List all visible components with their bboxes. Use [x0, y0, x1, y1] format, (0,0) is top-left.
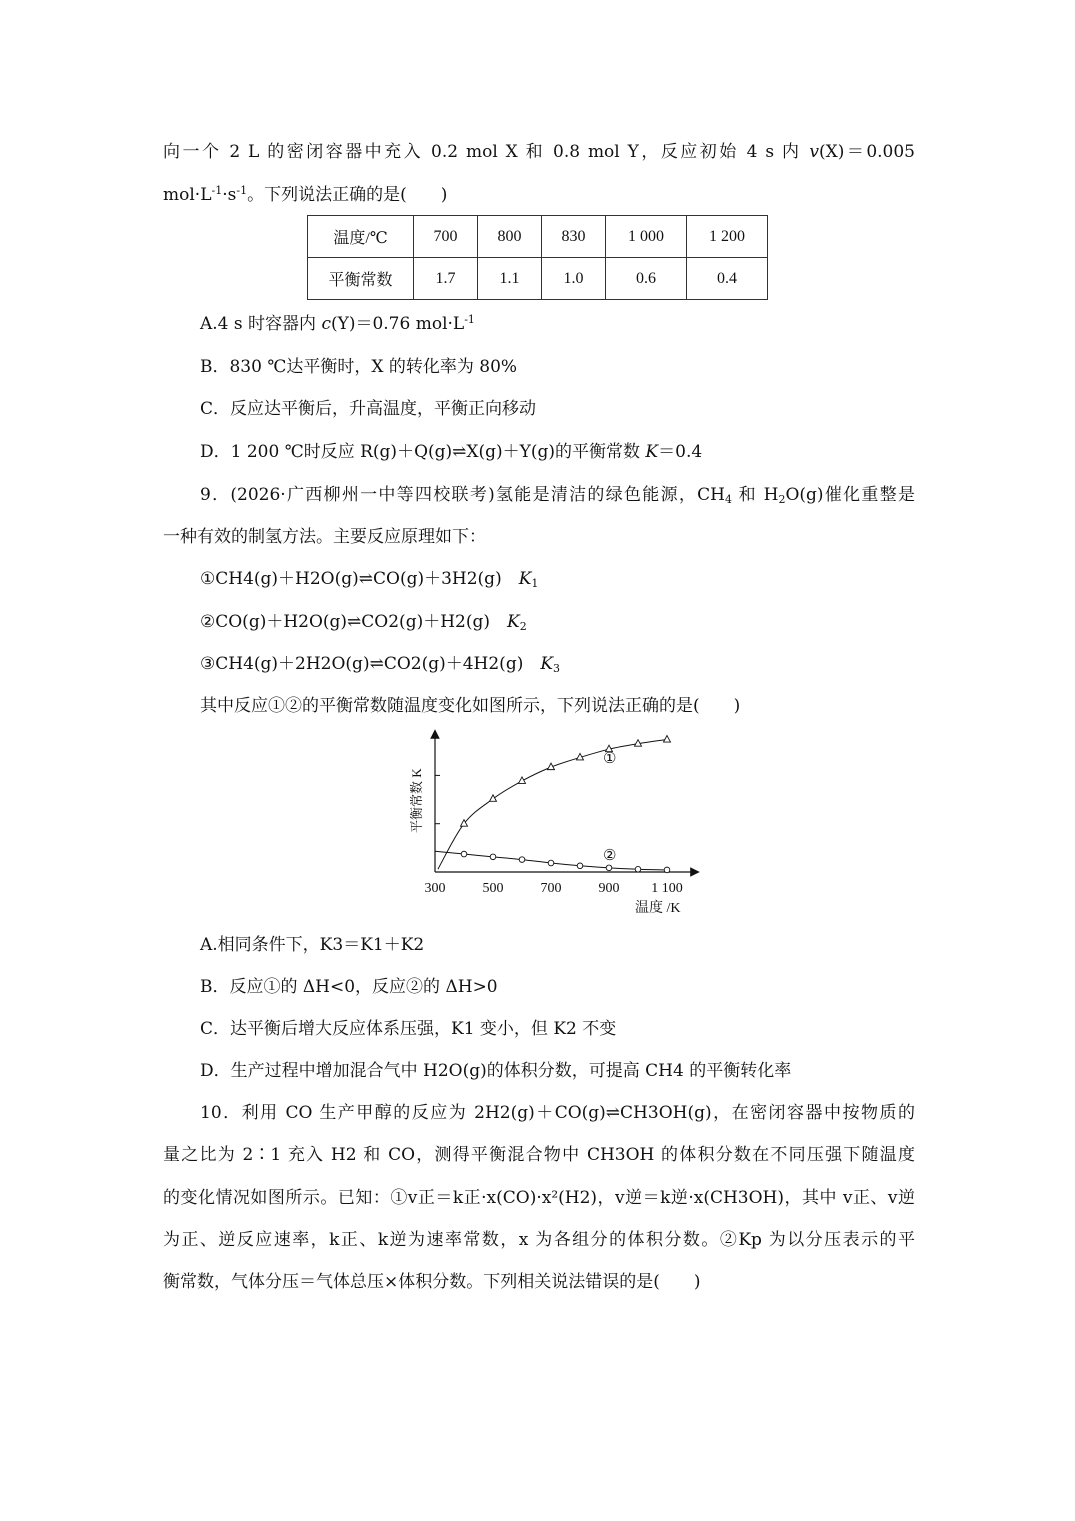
table-row-constant — [308, 258, 768, 300]
series-1-markers — [461, 736, 671, 827]
q8-option-a: A.4 s 时容器内 c(Y)＝0.76 $mol\cdot L^{-1}$ — [200, 313, 475, 334]
series-1-point — [664, 736, 671, 743]
q9-stem-line-2: 一种有效的制氢方法。主要反应原理如下： — [163, 527, 486, 547]
series-1-point — [519, 777, 526, 784]
table-cell: 1.7 — [414, 258, 478, 300]
x-ticks — [425, 881, 683, 896]
q10-stem-line-5: 衡常数，气体分压＝气体总压×体积分数。下列相关说法错误的是( ) — [163, 1272, 701, 1292]
q9-option-a: A.相同条件下，K3＝K1＋K2 — [200, 935, 425, 955]
series-2-point — [577, 863, 583, 869]
table-cell: 0.4 — [687, 258, 768, 300]
series-2-point — [635, 866, 641, 872]
x-tick-label: 700 — [540, 881, 562, 896]
series-1-curve — [438, 740, 667, 870]
q9-reaction-2: ②CO(g)＋H2O(g)⇌CO2(g)＋H2(g) $K_2$ — [200, 612, 527, 633]
table-row-temperature — [308, 216, 768, 258]
table-cell: 1 200 — [687, 216, 768, 258]
q8-stem-line-1: 向一个 2 L 的密闭容器中充入 0.2 mol X 和 0.8 mol Y，反应初始 4 s 内 v(X)＝0.005 — [163, 142, 915, 162]
q9-reaction-3: ③CH4(g)＋2H2O(g)⇌CO2(g)＋4H2(g) $K_3$ — [200, 654, 561, 675]
q9-question: 其中反应①②的平衡常数随温度变化如图所示，下列说法正确的是( ) — [200, 696, 741, 716]
series-1-point — [490, 795, 497, 802]
y-axis-label: 平衡常数 K — [409, 768, 424, 833]
y-ticks — [435, 775, 440, 823]
q9-reaction-1: ①CH4(g)＋H2O(g)⇌CO(g)＋3H2(g) $K_1$ — [200, 569, 539, 590]
series-2-point — [606, 865, 612, 871]
x-tick-label: 300 — [424, 881, 446, 896]
equilibrium-constant-table — [307, 215, 768, 300]
table-cell: 700 — [414, 216, 478, 258]
series-2-point — [490, 854, 496, 860]
q10-stem-line-3: 的变化情况如图所示。已知：①v正＝k正·x(CO)·x²(H2)，v逆＝k逆·x(CH3OH)，其中 v正、v逆 — [163, 1188, 915, 1208]
q10-stem-line-1: 10．利用 CO 生产甲醇的反应为 2H2(g)＋CO(g)⇌CH3OH(g)，在密闭容器中按物质的 — [200, 1103, 915, 1123]
q8-stem-line-2: $mol\cdot L^{-1}\cdot s^{-1}$。下列说法正确的是( ) — [163, 184, 448, 205]
table-cell: 1 000 — [606, 216, 687, 258]
q9-stem-line-1: 9．(2026·广西柳州一中等四校联考)氢能是清洁的绿色能源，$CH_4$ 和 $H_2O(g)$催化重整是 — [200, 485, 915, 506]
table-header-constant: 平衡常数 — [308, 258, 414, 300]
q10-stem-line-4: 为正、逆反应速率，k正、k逆为速率常数，x 为各组分的体积分数。②Kp 为以分压表示的平 — [163, 1230, 915, 1250]
series-2-point — [664, 867, 670, 873]
q8-option-d: D．1 200 ℃时反应 R(g)＋Q(g)⇌X(g)＋Y(g)的平衡常数 K＝0.4 — [200, 442, 703, 462]
table-cell: 1.0 — [542, 258, 606, 300]
x-axis-label: 温度 /K — [635, 901, 681, 916]
q9-option-b: B．反应①的 ΔH<0，反应②的 ΔH>0 — [200, 977, 498, 997]
q9-option-c: C．达平衡后增大反应体系压强，K1 变小，但 K2 不变 — [200, 1019, 617, 1039]
series-2-point — [461, 851, 467, 857]
q8-option-c: C．反应达平衡后，升高温度，平衡正向移动 — [200, 399, 537, 419]
q9-option-d: D．生产过程中增加混合气中 H2O(g)的体积分数，可提高 CH4 的平衡转化率 — [200, 1061, 792, 1081]
table-cell: 1.1 — [478, 258, 542, 300]
series-2-label: ② — [603, 848, 617, 864]
series-2-point — [548, 860, 554, 866]
table-cell: 0.6 — [606, 258, 687, 300]
x-tick-label: 1 100 — [651, 881, 683, 896]
equilibrium-constant-chart — [395, 728, 715, 923]
q8-option-b: B．830 ℃达平衡时，X 的转化率为 80% — [200, 357, 518, 377]
series-2-point — [519, 857, 525, 863]
series-2-markers — [461, 851, 670, 872]
series-1-label: ① — [603, 751, 617, 767]
table-cell: 830 — [542, 216, 606, 258]
table-header-temperature: 温度/℃ — [308, 216, 414, 258]
q10-stem-line-2: 量之比为 2∶1 充入 H2 和 CO，测得平衡混合物中 CH3OH 的体积分数在不同压强下随温度 — [163, 1145, 915, 1165]
table-cell: 800 — [478, 216, 542, 258]
x-tick-label: 900 — [598, 881, 620, 896]
x-tick-label: 500 — [482, 881, 504, 896]
